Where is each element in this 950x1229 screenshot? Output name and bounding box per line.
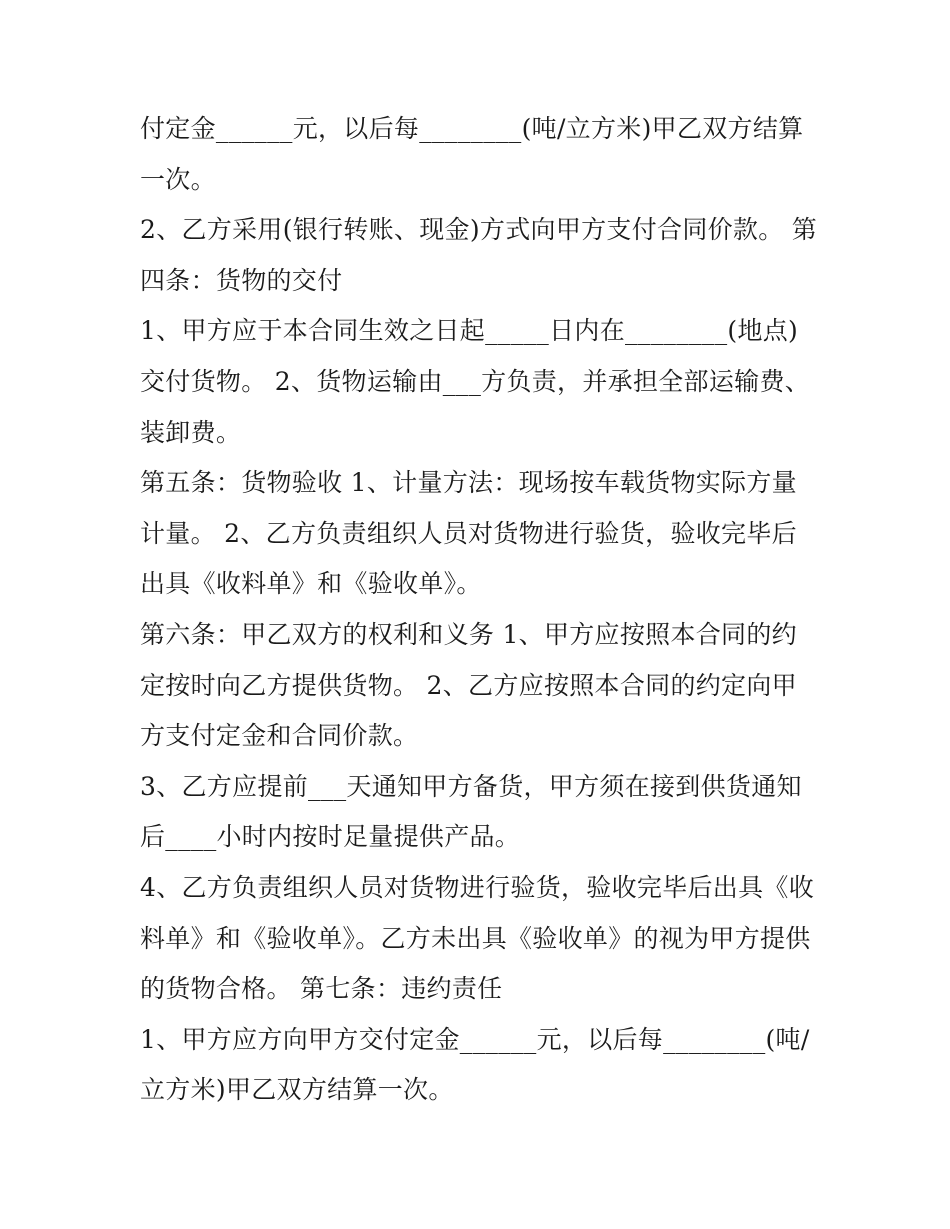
document-body — [140, 104, 820, 1116]
paragraph-advance-notice: 3、乙方应提前___天通知甲方备货，甲方须在接到供货通知后____小时内按时足量提供产品。 — [140, 771, 802, 852]
paragraph-inspection: 4、乙方负责组织人员对货物进行验货，验收完毕后出具《收料单》和《验收单》。乙方未出具《验收单》的视为甲方提供的货物合格。 第七条：违约责任 — [140, 872, 815, 1004]
paragraph-acceptance: 第五条：货物验收 1、计量方法：现场按车载货物实际方量计量。 2、乙方负责组织人员对货物进行验货，验收完毕后出具《收料单》和《验收单》。 — [140, 468, 797, 599]
paragraph-payment-method: 2、乙方采用(银行转账、现金)方式向甲方支付合同价款。 第四条：货物的交付 — [140, 215, 818, 295]
paragraph-deposit-settlement: 付定金______元，以后每________(吨/立方米)甲乙双方结算一次。 — [140, 114, 804, 194]
paragraph-rights-obligations: 第六条：甲乙双方的权利和义务 1、甲方应按照本合同的约定按时向乙方提供货物。 2、乙方应按照本合同的约定向甲方支付定金和合同价款。 — [140, 619, 797, 751]
paragraph-delivery: 1、甲方应于本合同生效之日起_____日内在________(地点)交付货物。 2、货物运输由___方负责，并承担全部运输费、装卸费。 — [140, 316, 811, 447]
paragraph-liability-deposit: 1、甲方应方向甲方交付定金______元，以后每________(吨/立方米)甲乙双方结算一次。 — [140, 1024, 810, 1105]
